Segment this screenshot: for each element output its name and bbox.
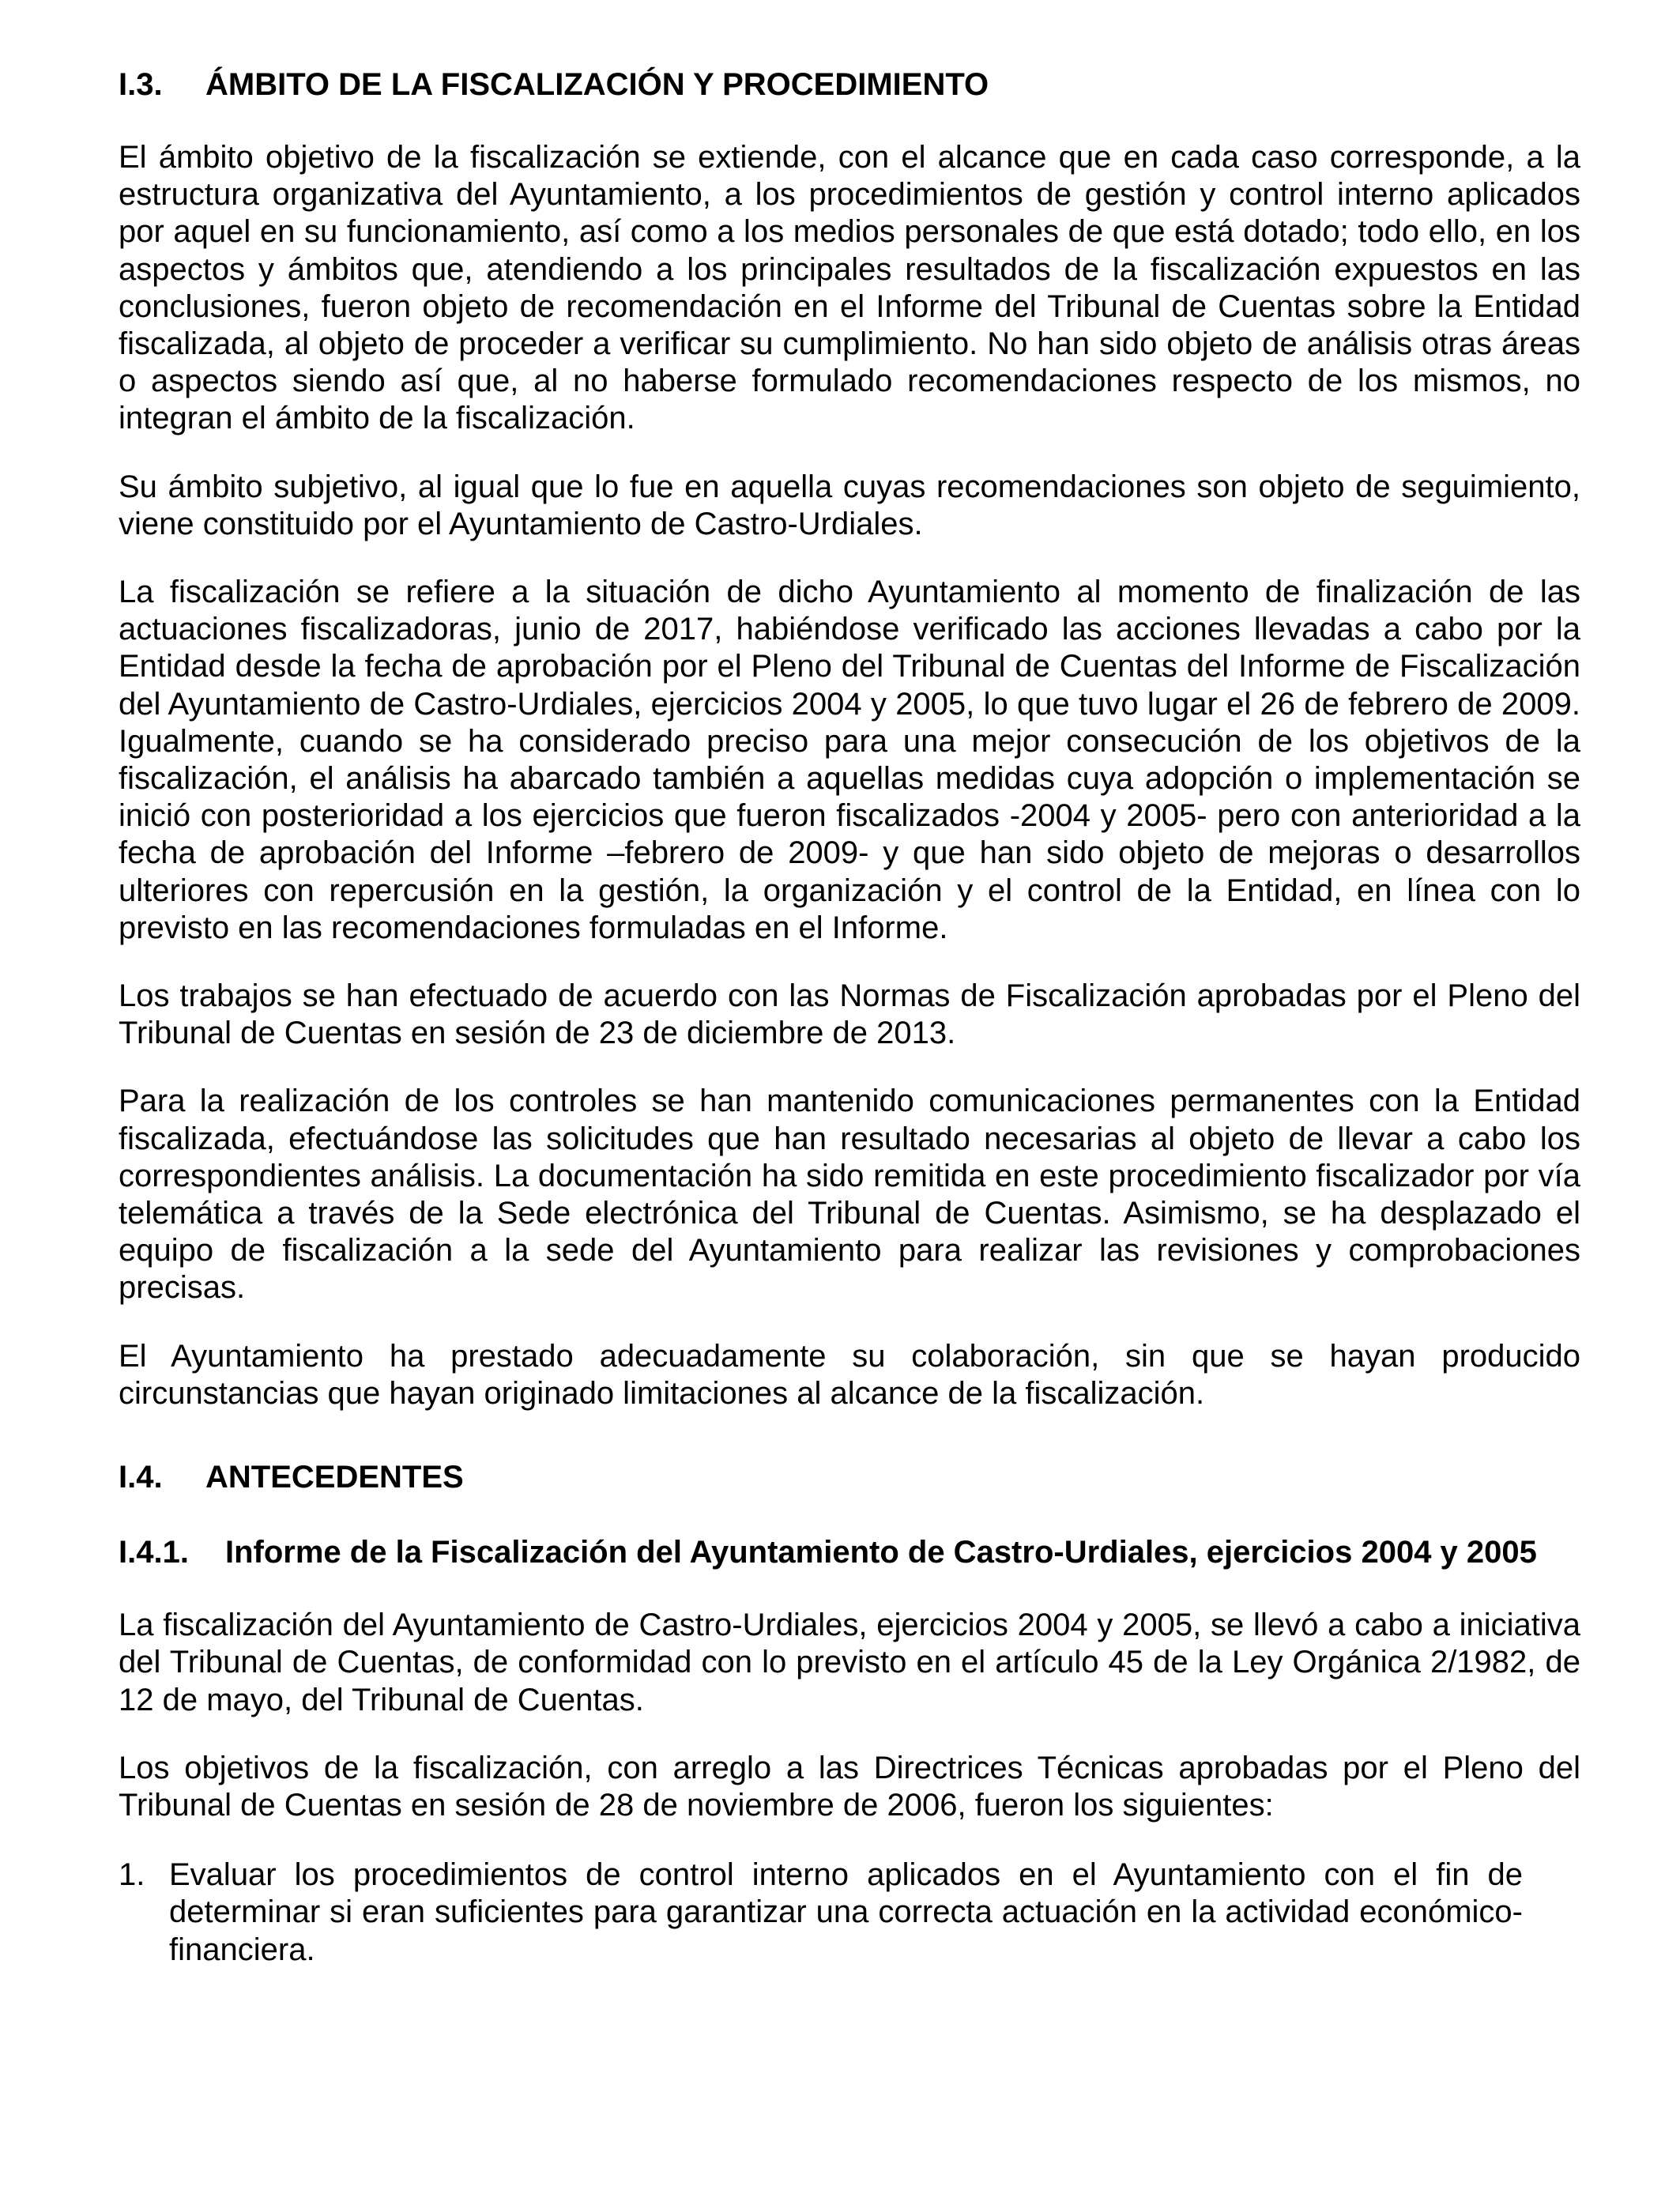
- section-title: Informe de la Fiscalización del Ayuntamiento de Castro-Urdiales, ejercicios 2004 y 2005: [225, 1535, 1537, 1570]
- section-number: I.4.1.: [119, 1535, 189, 1570]
- paragraph-temporal-scope: La fiscalización se refiere a la situación de dicho Ayuntamiento al momento de finalización de las actuaciones fiscalizadoras, junio de 2017, habiéndose verificado las acciones llevadas a cabo por la Entidad desde la fecha de aprobación por el Pleno del Tribunal de Cuentas del Informe de Fiscalización del Ayuntamiento de Castro-Urdiales, ejercicios 2004 y 2005, lo que tuvo lugar el 26 de febrero de 2009. Igualmente, cuando se ha considerado preciso para una mejor consecución de los objetivos de la fiscalización, el análisis ha abarcado también a aquellas medidas cuya adopción o implementación se inició con posterioridad a los ejercicios que fueron fiscalizados -2004 y 2005- pero con anterioridad a la fecha de aprobación del Informe –febrero de 2009- y que han sido objeto de mejoras o desarrollos ulteriores con repercusión en la gestión, la organización y el control de la Entidad, en línea con lo previsto en las recomendaciones formuladas en el Informe.: [119, 575, 1580, 945]
- paragraph-objective-scope: El ámbito objetivo de la fiscalización se extiende, con el alcance que en cada caso corresponde, a la estructura organizativa del Ayuntamiento, a los procedimientos de gestión y control interno aplicados por aquel en su funcionamiento, así como a los medios personales de que está dotado; todo ello, en los aspectos y ámbitos que, atendiendo a los principales resultados de la fiscalización expuestos en las conclusiones, fueron objeto de recomendación en el Informe del Tribunal de Cuentas sobre la Entidad fiscalizada, al objeto de proceder a verificar su cumplimiento. No han sido objeto de análisis otras áreas o aspectos siendo así que, al no haberse formulado recomendaciones respecto de los mismos, no integran el ámbito de la fiscalización.: [119, 140, 1580, 436]
- paragraph-communications: Para la realización de los controles se han mantenido comunicaciones permanentes con la Entidad fiscalizada, efectuándose las solicitudes que han resultado necesarias al objeto de llevar a cabo los correspondientes análisis. La documentación ha sido remitida en este procedimiento fiscalizador por vía telemática a través de la Sede electrónica del Tribunal de Cuentas. Asimismo, se ha desplazado el equipo de fiscalización a la sede del Ayuntamiento para realizar las revisiones y comprobaciones precisas.: [119, 1084, 1580, 1306]
- paragraph-collaboration: El Ayuntamiento ha prestado adecuadamente su colaboración, sin que se hayan producido circunstancias que hayan originado limitaciones al alcance de la fiscalización.: [119, 1338, 1580, 1411]
- paragraph-initiative: La fiscalización del Ayuntamiento de Castro-Urdiales, ejercicios 2004 y 2005, se llevó a cabo a iniciativa del Tribunal de Cuentas, de conformidad con lo previsto en el artículo 45 de la Ley Orgánica 2/1982, de 12 de mayo, del Tribunal de Cuentas.: [119, 1608, 1580, 1717]
- document-body: [119, 65, 1580, 1969]
- section-heading-i3: [119, 65, 1580, 104]
- paragraph-subjective-scope: Su ámbito subjetivo, al igual que lo fue en aquella cuyas recomendaciones son objeto de seguimiento, viene constituido por el Ayuntamiento de Castro-Urdiales.: [119, 469, 1580, 541]
- list-item: [119, 1857, 1580, 1969]
- list-marker: 1.: [119, 1857, 145, 1893]
- section-title: ANTECEDENTES: [205, 1460, 464, 1495]
- section-number: I.3.: [119, 67, 163, 102]
- section-heading-i41: [119, 1532, 1580, 1572]
- section-heading-i4: [119, 1457, 1580, 1497]
- paragraph-standards: Los trabajos se han efectuado de acuerdo con las Normas de Fiscalización aprobadas por el Pleno del Tribunal de Cuentas en sesión de 23 de diciembre de 2013.: [119, 978, 1580, 1051]
- section-number: I.4.: [119, 1460, 163, 1495]
- list-item-text: Evaluar los procedimientos de control interno aplicados en el Ayuntamiento con el fin de determinar si eran suficientes para garantizar una correcta actuación en la actividad económico-financiera.: [169, 1857, 1523, 1967]
- section-title: ÁMBITO DE LA FISCALIZACIÓN Y PROCEDIMIENTO: [205, 67, 989, 102]
- paragraph-objectives-intro: Los objetivos de la fiscalización, con arreglo a las Directrices Técnicas aprobadas por el Pleno del Tribunal de Cuentas en sesión de 28 de noviembre de 2006, fueron los siguientes:: [119, 1750, 1580, 1823]
